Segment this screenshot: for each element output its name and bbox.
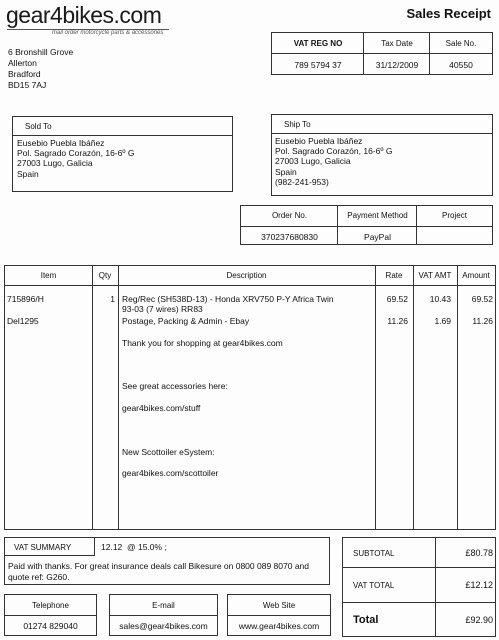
item-code: Del1295 bbox=[7, 316, 39, 326]
website-value[interactable]: www.gear4bikes.com bbox=[238, 621, 320, 631]
vat-reg-table bbox=[271, 32, 493, 75]
item-description-line: 93-03 (7 wires) RR83 bbox=[122, 304, 203, 314]
item-code: 715896/H bbox=[7, 294, 44, 304]
ship-to-box bbox=[271, 114, 493, 196]
ship-to-label: Ship To bbox=[284, 120, 311, 129]
address-line: (982-241-953) bbox=[275, 176, 329, 187]
footer-message-line: Paid with thanks. For great insurance deals call Bikesure on 0800 089 8070 and bbox=[8, 561, 309, 571]
order-no-value: 370237680830 bbox=[261, 232, 318, 242]
footer-message bbox=[8, 561, 309, 583]
item-vat: 1.69 bbox=[434, 316, 451, 326]
seller-address bbox=[8, 47, 73, 91]
tax-date-header: Tax Date bbox=[381, 39, 413, 48]
vat-reg-value: 789 5794 37 bbox=[294, 60, 342, 70]
telephone-box bbox=[4, 594, 97, 636]
thank-you-note: Thank you for shopping at gear4bikes.com bbox=[122, 338, 283, 348]
vat-reg-header: VAT REG NO bbox=[293, 39, 343, 48]
item-description-line: Reg/Rec (SH538D-13) - Honda XRV750 P-Y Africa Twin bbox=[122, 294, 334, 304]
items-table bbox=[4, 265, 496, 530]
address-line: BD15 7AJ bbox=[8, 80, 47, 90]
scottoiler-note: New Scottoiler eSystem: bbox=[122, 447, 215, 457]
item-amount: 11.26 bbox=[472, 316, 493, 326]
item-qty: 1 bbox=[110, 294, 115, 304]
address-line: 27003 Lugo, Galicia bbox=[17, 158, 93, 169]
vat-total-value: £12.12 bbox=[465, 580, 493, 590]
vat-total-label: VAT TOTAL bbox=[353, 581, 395, 590]
company-tagline: mail order motorcycle parts & accessories bbox=[52, 30, 164, 36]
total-value: £92.90 bbox=[465, 615, 493, 625]
email-label: E-mail bbox=[152, 601, 175, 610]
vat-summary-box bbox=[4, 537, 330, 585]
order-no-header: Order No. bbox=[271, 211, 308, 220]
subtotal-label: SUBTOTAL bbox=[353, 549, 395, 558]
accessories-link: gear4bikes.com/stuff bbox=[122, 403, 201, 413]
website-box bbox=[227, 594, 331, 636]
description-column-header: Description bbox=[226, 271, 267, 280]
sale-no-header: Sale No. bbox=[445, 39, 477, 48]
order-table bbox=[240, 205, 493, 245]
scottoiler-link: gear4bikes.com/scottoiler bbox=[122, 468, 219, 478]
address-line: 27003 Lugo, Galicia bbox=[275, 156, 351, 167]
item-rate: 69.52 bbox=[386, 294, 408, 304]
telephone-label: Telephone bbox=[32, 601, 69, 610]
address-line: Spain bbox=[275, 166, 297, 177]
item-amount: 69.52 bbox=[471, 294, 493, 304]
vat-column-header: VAT AMT bbox=[418, 271, 452, 280]
item-description: Postage, Packing & Admin - Ebay bbox=[122, 316, 250, 326]
sale-no-value: 40550 bbox=[449, 60, 473, 70]
accessories-note: See great accessories here: bbox=[122, 381, 228, 391]
qty-column-header: Qty bbox=[98, 271, 112, 280]
telephone-value: 01274 829040 bbox=[23, 621, 78, 631]
sold-to-box bbox=[12, 116, 233, 192]
address-line: Eusebio Puebla Ibáñez bbox=[17, 138, 105, 148]
item-description bbox=[122, 294, 334, 314]
sold-to-label: Sold To bbox=[25, 122, 52, 131]
email-value[interactable]: sales@gear4bikes.com bbox=[119, 621, 208, 631]
totals-box bbox=[342, 537, 496, 637]
amount-column-header: Amount bbox=[462, 271, 490, 280]
address-line: Bradford bbox=[8, 69, 41, 79]
item-column-header: Item bbox=[40, 271, 57, 280]
item-vat: 10.43 bbox=[429, 294, 451, 304]
payment-method-header: Payment Method bbox=[347, 211, 408, 220]
vat-summary-label: VAT SUMMARY bbox=[14, 543, 72, 552]
ship-to-address bbox=[275, 136, 392, 187]
email-box bbox=[109, 594, 218, 636]
website-label: Web Site bbox=[262, 601, 296, 610]
vat-summary-value: 12.12 @ 15.0% ; bbox=[101, 542, 167, 552]
subtotal-value: £80.78 bbox=[465, 548, 493, 558]
address-line: Pol. Sagrado Corazón, 16-6º G bbox=[17, 148, 135, 159]
address-line: Pol. Sagrado Corazón, 16-6º G bbox=[275, 146, 393, 157]
address-line: 6 Bronshill Grove bbox=[8, 47, 74, 57]
footer-message-line: quote ref: G260. bbox=[8, 572, 70, 582]
total-label: Total bbox=[353, 614, 379, 626]
payment-method-value: PayPal bbox=[364, 232, 391, 242]
address-line: Spain bbox=[17, 168, 39, 179]
company-logo: gear4bikes.com bbox=[6, 2, 162, 28]
document-title: Sales Receipt bbox=[406, 6, 491, 21]
address-line: Allerton bbox=[8, 58, 37, 68]
project-header: Project bbox=[442, 211, 467, 220]
tax-date-value: 31/12/2009 bbox=[375, 60, 419, 70]
item-rate: 11.26 bbox=[387, 316, 408, 326]
address-line: Eusebio Puebla Ibáñez bbox=[275, 136, 363, 146]
sold-to-address bbox=[17, 138, 134, 179]
rate-column-header: Rate bbox=[385, 271, 403, 280]
